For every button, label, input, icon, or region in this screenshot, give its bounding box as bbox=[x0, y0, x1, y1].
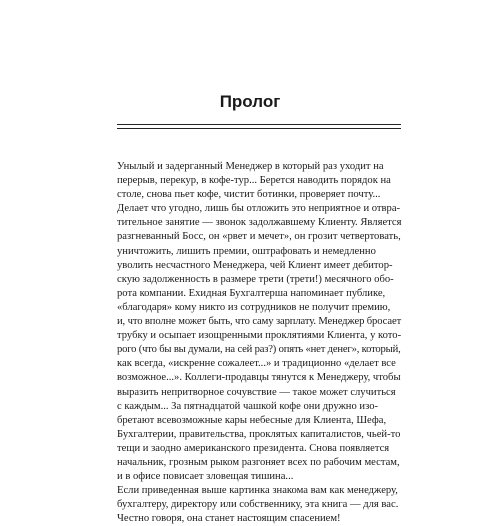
text-line: Унылый и задерганный Менеджер в который раз уходит на bbox=[117, 161, 384, 172]
text-line: и в офисе повисает зловещая тишина... bbox=[117, 471, 294, 483]
text-line: трубку и осыпает изощренными проклятиями Клиента, у кото- bbox=[117, 330, 402, 342]
text-line: уволить несчастного Менеджера, чей Клиент имеет дебитор- bbox=[117, 259, 393, 271]
text-line: тительное занятие — звонок задолжавшему Клиенту. Является bbox=[117, 217, 402, 229]
text-line: и, что вполне может быть, что саму зарплату. Менеджер бросает bbox=[117, 316, 402, 328]
text-line: рота компании. Ехидная Бухгалтерша напоминает публике, bbox=[117, 287, 386, 299]
text-line: рого (что бы вы думали, на сей раз?) опять «нет денег», который, bbox=[117, 344, 401, 356]
title-rule-top bbox=[117, 124, 401, 125]
text-line: бухгалтеру, директору или собственнику, эта книга — для вас. bbox=[117, 499, 399, 511]
text-line: как всегда, «искренне сожалеет...» и традиционно «делает все bbox=[117, 358, 396, 370]
text-line: перерыв, перекур, в кофе-тур... Берется наводить порядок на bbox=[117, 175, 391, 187]
text-line: Бухгалтерии, правительства, проклятых капиталистов, чьей-то bbox=[117, 428, 401, 440]
text-line: тещи и заодно американского президента. Снова появляется bbox=[117, 442, 390, 454]
text-line: «благодаря» кому никто из сотрудников не получит премию, bbox=[117, 301, 391, 313]
text-line: Делает что угодно, лишь бы отложить это неприятное и отвра- bbox=[117, 203, 401, 215]
text-line: с каждым... За пятнадцатой чашкой кофе они дружно изо- bbox=[117, 400, 379, 412]
text-line: уничтожить, лишить премии, оштрафовать и немедленно bbox=[117, 245, 376, 257]
text-line: Если приведенная выше картинка знакома вам как менеджеру, bbox=[117, 485, 398, 497]
text-line: Честно говоря, она станет настоящим спасением! bbox=[117, 513, 341, 525]
chapter-body bbox=[117, 160, 401, 526]
text-line: бретают всевозможные кары небесные для Клиента, Шефа, bbox=[117, 414, 387, 426]
text-line: возможное...». Коллеги-продавцы тянутся к Менеджеру, чтобы bbox=[117, 372, 401, 384]
text-line: выразить непритворное сочувствие — такое может случиться bbox=[117, 386, 396, 398]
title-rule-bottom bbox=[117, 128, 401, 129]
text-line: скую задолженность в размере трети (трети!) месячного обо- bbox=[117, 273, 394, 285]
text-line: разгневанный Босс, он «рвет и мечет», он грозит четвертовать, bbox=[117, 231, 401, 243]
text-line: столе, снова пьет кофе, чистит ботинки, проверяет почту... bbox=[117, 189, 381, 201]
text-line: начальник, грозным рыком разгоняет всех по рабочим местам, bbox=[117, 456, 400, 468]
chapter-title: Пролог bbox=[219, 92, 281, 111]
